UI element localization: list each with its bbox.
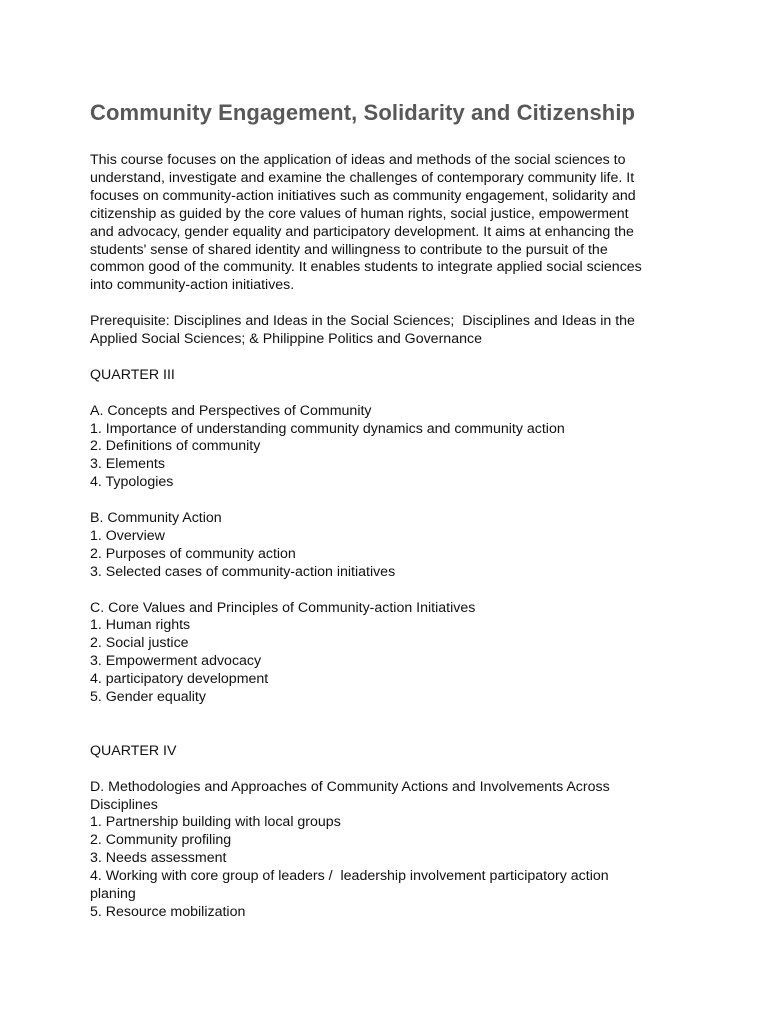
section-heading: B. Community Action [90, 510, 222, 527]
list-item: 4. participatory development [90, 671, 269, 688]
spacer [90, 707, 690, 743]
quarter-3-heading: QUARTER III [90, 366, 175, 383]
spacer [90, 295, 690, 313]
list-item: 1. Importance of understanding community dynamics and community action [90, 420, 565, 437]
list-item: 4. Working with core group of leaders / leadership involvement participatory action [90, 868, 609, 885]
spacer [90, 582, 690, 600]
spacer [90, 385, 690, 403]
section-heading: Disciplines [90, 796, 158, 813]
list-item: 3. Elements [90, 456, 165, 473]
spacer [90, 349, 690, 367]
list-item: 2. Definitions of community [90, 438, 261, 455]
section-a [90, 403, 690, 493]
list-item: 4. Typologies [90, 474, 174, 491]
description-line: into community-action initiatives. [90, 277, 295, 294]
prerequisite [90, 313, 690, 349]
list-item: 1. Partnership building with local groups [90, 814, 341, 831]
list-item: 1. Overview [90, 527, 165, 544]
spacer [90, 761, 690, 779]
description-line: common good of the community. It enables students to integrate applied social sciences [90, 259, 642, 276]
spacer [90, 492, 690, 510]
list-item: 2. Purposes of community action [90, 545, 296, 562]
description-line: and advocacy, gender equality and participatory development. It aims at enhancing the [90, 223, 634, 240]
list-item: 5. Gender equality [90, 689, 206, 706]
list-item: 3. Selected cases of community-action initiatives [90, 563, 396, 580]
section-heading: A. Concepts and Perspectives of Community [90, 402, 372, 419]
section-heading: C. Core Values and Principles of Community-action Initiatives [90, 599, 476, 616]
list-item: 2. Social justice [90, 635, 189, 652]
description-line: citizenship as guided by the core values of human rights, social justice, empowerment [90, 205, 629, 222]
section-c [90, 600, 690, 707]
description-line: focuses on community-action initiatives such as community engagement, solidarity and [90, 187, 636, 204]
document-title: Community Engagement, Solidarity and Citizenship [90, 100, 636, 125]
description-line: This course focuses on the application of ideas and methods of the social sciences to [90, 152, 626, 168]
course-description [90, 152, 690, 295]
document-body [90, 152, 690, 922]
quarter-4-heading: QUARTER IV [90, 742, 177, 759]
list-item: 1. Human rights [90, 617, 191, 634]
description-line: students' sense of shared identity and willingness to contribute to the pursuit of the [90, 241, 608, 258]
prerequisite-line: Applied Social Sciences; & Philippine Politics and Governance [90, 331, 482, 348]
prerequisite-line: Prerequisite: Disciplines and Ideas in the Social Sciences; Disciplines and Ideas in the [90, 313, 635, 330]
section-d [90, 779, 690, 922]
list-item: 5. Resource mobilization [90, 903, 246, 920]
section-b [90, 510, 690, 582]
list-item: 3. Empowerment advocacy [90, 653, 262, 670]
list-item: 3. Needs assessment [90, 850, 227, 867]
list-item: planing [90, 886, 136, 903]
section-heading: D. Methodologies and Approaches of Community Actions and Involvements Across [90, 778, 610, 795]
list-item: 2. Community profiling [90, 832, 232, 849]
description-line: understand, investigate and examine the challenges of contemporary community life. It [90, 169, 635, 186]
